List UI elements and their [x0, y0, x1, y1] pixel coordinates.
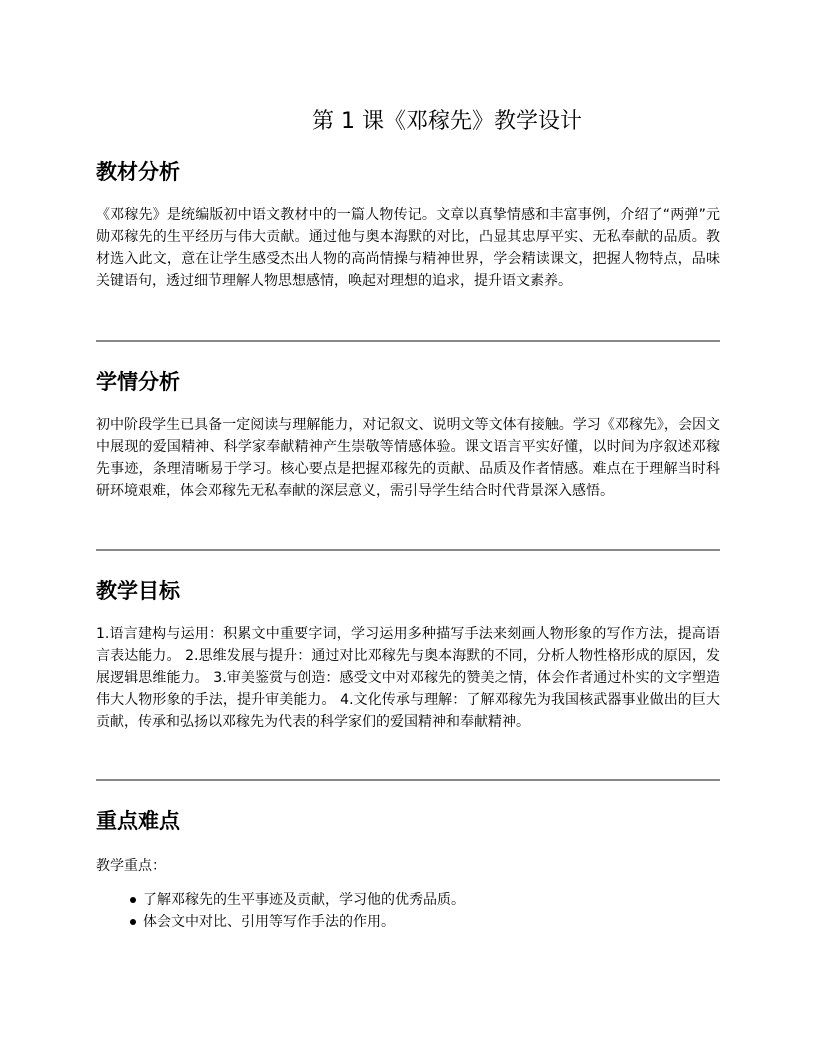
section-heading: 教学目标	[96, 579, 180, 603]
section-heading: 学情分析	[96, 370, 180, 394]
section-heading: 重点难点	[96, 809, 180, 833]
list-item	[96, 911, 720, 933]
section-heading: 教材分析	[96, 160, 180, 184]
section-divider	[96, 549, 720, 551]
key-points-list	[96, 889, 720, 933]
section-student-analysis	[96, 368, 720, 502]
document-title: 第 1 课《邓稼先》教学设计	[312, 109, 582, 134]
section-body: 1.语言建构与运用：积累文中重要字词，学习运用多种描写手法来刻画人物形象的写作方法，提高语言表达能力。 2.思维发展与提升：通过对比邓稼先与奥本海默的不同，分析人物性格形成的原因，发展逻辑思维能力。 3.审美鉴赏与创造：感受文中对邓稼先的赞美之情，体会作者通过朴实的文字塑造伟大人物形象的手法，提升审美能力。 4.文化传承与理解：了解邓稼先为我国核武器事业做出的巨大贡献，传承和弘扬以邓稼先为代表的科学家们的爱国精神和奉献精神。	[96, 626, 720, 730]
section-body: 初中阶段学生已具备一定阅读与理解能力，对记叙文、说明文等文体有接触。学习《邓稼先》，会因文中展现的爱国精神、科学家奉献精神产生崇敬等情感体验。课文语言平实好懂，以时间为序叙述邓稼先事迹，条理清晰易于学习。核心要点是把握邓稼先的贡献、品质及作者情感。难点在于理解当时科研环境艰难，体会邓稼先无私奉献的深层意义，需引导学生结合时代背景深入感悟。	[96, 417, 720, 499]
section-key-points	[96, 807, 720, 933]
section-divider	[96, 779, 720, 781]
section-teaching-goals	[96, 577, 720, 733]
list-item-text: 体会文中对比、引用等写作手法的作用。	[143, 914, 395, 930]
bullet-icon	[130, 897, 136, 903]
bullet-icon	[130, 919, 136, 925]
section-body: 《邓稼先》是统编版初中语文教材中的一篇人物传记。文章以真挚情感和丰富事例，介绍了“两弹”元勋邓稼先的生平经历与伟大贡献。通过他与奥本海默的对比，凸显其忠厚平实、无私奉献的品质。教材选入此文，意在让学生感受杰出人物的高尚情操与精神世界，学会精读课文，把握人物特点，品味关键语句，透过细节理解人物思想感情，唤起对理想的追求，提升语文素养。	[96, 207, 720, 289]
list-item	[96, 889, 720, 911]
section-textbook-analysis	[96, 158, 720, 292]
key-points-label: 教学重点：	[96, 858, 166, 874]
list-item-text: 了解邓稼先的生平事迹及贡献，学习他的优秀品质。	[143, 892, 465, 908]
section-divider	[96, 340, 720, 342]
